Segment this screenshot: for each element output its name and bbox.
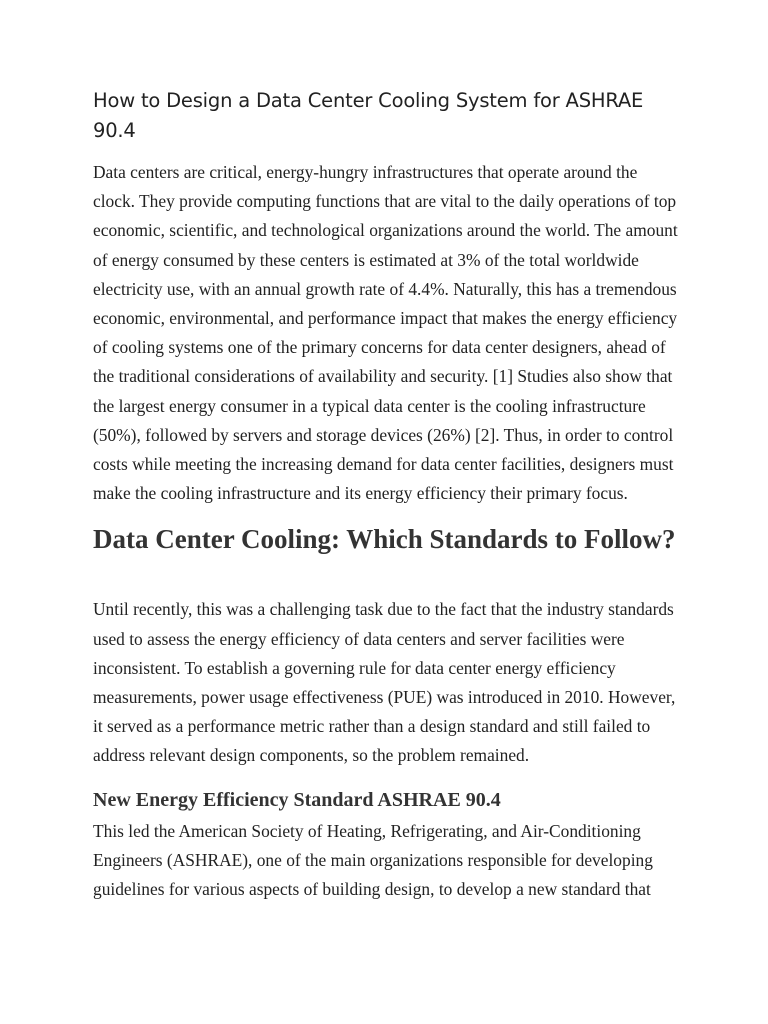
document-page (93, 86, 683, 904)
paragraph-standards: Until recently, this was a challenging task due to the fact that the industry standards used to assess the energy efficiency of data centers and server facilities were inconsistent. To establish a governing rule for data center energy efficiency measurements, power usage effectiveness (PUE) was introduced in 2010. However, it served as a performance metric rather than a design standard and still failed to address relevant design components, so the problem remained. (93, 599, 676, 766)
document-title: How to Design a Data Center Cooling System for ASHRAE 90.4 (93, 89, 644, 142)
heading-ashrae: New Energy Efficiency Standard ASHRAE 90.4 (93, 788, 501, 811)
paragraph-ashrae: This led the American Society of Heating, Refrigerating, and Air-Conditioning Engineers (ASHRAE), one of the main organizations responsible for developing guidelines for various aspects of building design, to develop a new standard that (93, 820, 653, 900)
paragraph-intro: Data centers are critical, energy-hungry infrastructures that operate around the clock. They provide computing functions that are vital to the daily operations of top economic, scientific, and technological organizations around the world. The amount of energy consumed by these centers is estimated at 3% of the total worldwide electricity use, with an annual growth rate of 4.4%. Naturally, this has a tremendous economic, environmental, and performance impact that makes the energy efficiency of cooling systems one of the primary concerns for data center designers, ahead of the traditional considerations of availability and security. [1] Studies also show that the largest energy consumer in a typical data center is the cooling infrastructure (50%), followed by servers and storage devices (26%) [2]. Thus, in order to control costs while meeting the increasing demand for data center facilities, designers must make the cooling infrastructure and its energy efficiency their primary focus. (93, 162, 678, 504)
heading-standards: Data Center Cooling: Which Standards to Follow? (93, 524, 676, 555)
